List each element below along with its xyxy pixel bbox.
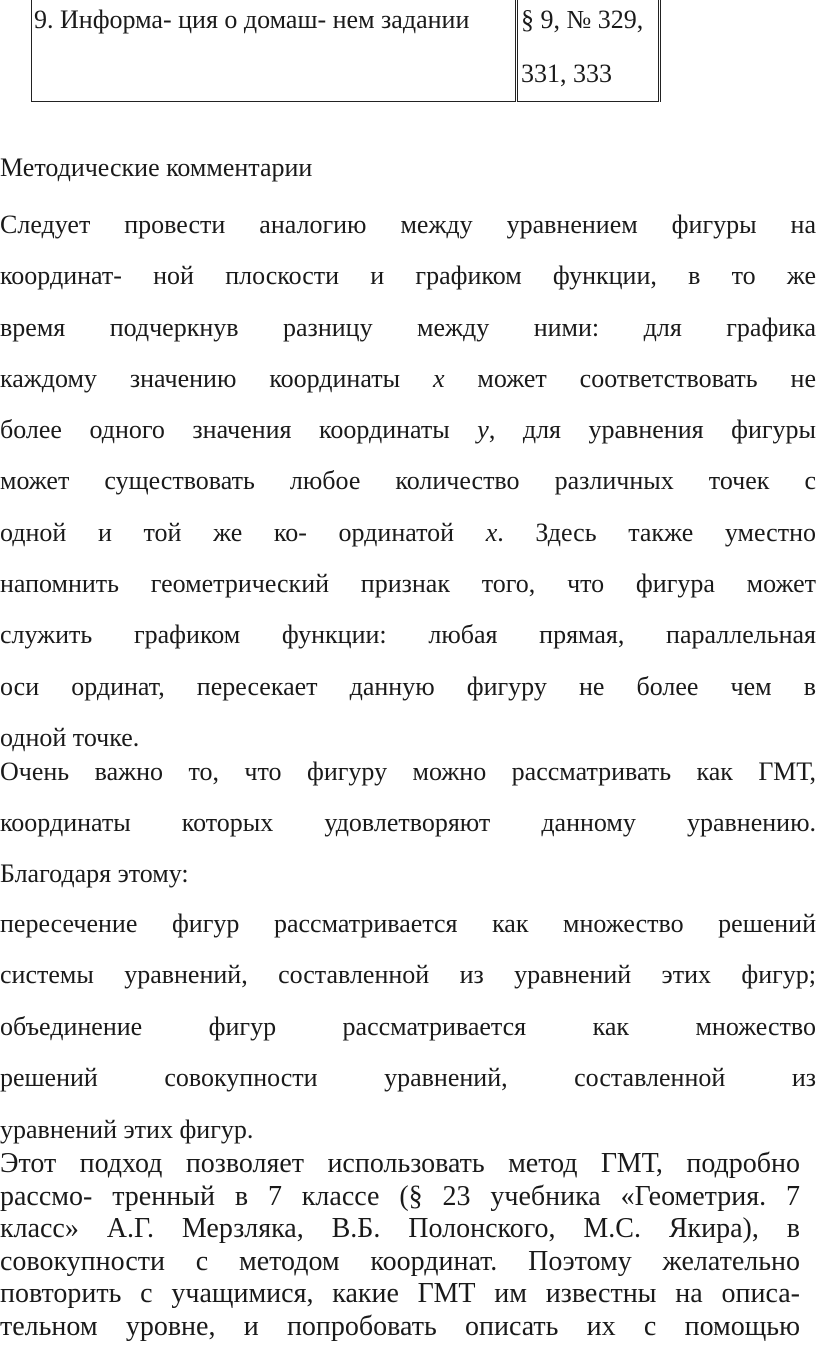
variable-x: x xyxy=(432,363,445,393)
text-line xyxy=(0,353,816,404)
text-line: Этот подход позволяет использовать метод ГМТ, подробно xyxy=(0,1148,800,1179)
paragraph-graph-vs-equation xyxy=(0,199,816,763)
text-line: Очень важно то, что фигуру можно рассматривать как ГМТ, xyxy=(0,757,816,786)
text-line: совокупности с методом координат. Поэтому желательно xyxy=(0,1245,800,1277)
text-line: пересечение фигур рассматривается как множество решений xyxy=(0,909,816,938)
section-heading: Методические комментарии xyxy=(0,153,313,182)
table-cell-value-line2: 331, 333 xyxy=(521,59,612,88)
text-line: класс» А.Г. Мерзляка, В.Б. Полонского, М.С. Якира), в xyxy=(0,1213,800,1244)
text-fragment: одной и той же ко- ординатой xyxy=(0,517,486,547)
text-line: координат- ной плоскости и графиком функции, в то же xyxy=(0,261,816,291)
text-line xyxy=(0,404,816,455)
text-line xyxy=(0,507,816,558)
text-line: одной точке. xyxy=(0,722,140,752)
text-fragment: каждому значению координаты xyxy=(0,363,433,393)
paragraph-gmt-method xyxy=(0,1148,816,1343)
text-line: решений совокупности уравнений, составленной из xyxy=(0,1063,816,1093)
text-line: повторить с учащимися, какие ГМТ им известны на описа- xyxy=(0,1278,800,1309)
table-cell-value-line1: § 9, № 329, xyxy=(521,5,644,34)
paragraph-gmt-coordinates xyxy=(0,746,816,899)
text-line: координаты которых удовлетворяют данному уравнению. xyxy=(0,808,816,837)
text-fragment: , для уравнения фигуры xyxy=(488,415,816,445)
text-fragment: может соответствовать не xyxy=(444,363,816,393)
text-line: системы уравнений, составленной из уравнений этих фигур; xyxy=(0,960,816,990)
text-fragment: . Здесь также уместно xyxy=(497,517,816,547)
text-line: Благодаря этому: xyxy=(0,859,189,888)
table-cell-label: 9. Информа- ция о домаш- нем задании xyxy=(32,0,517,102)
text-line: напомнить геометрический признак того, что фигура может xyxy=(0,569,816,599)
homework-table xyxy=(31,0,661,102)
variable-x: x xyxy=(485,517,498,547)
text-line: рассмо- тренный в 7 классе (§ 23 учебника «Геометрия. 7 xyxy=(0,1180,800,1212)
text-line: оси ординат, пересекает данную фигуру не более чем в xyxy=(0,671,816,701)
text-line: уравнений этих фигур. xyxy=(0,1114,254,1144)
variable-y: y xyxy=(477,415,489,445)
text-line: время подчеркнув разницу между ними: для графика xyxy=(0,312,816,342)
table-row xyxy=(32,0,660,102)
text-fragment: более одного значения координаты xyxy=(0,415,478,445)
table-cell-value xyxy=(517,0,660,102)
text-line: может существовать любое количество различных точек с xyxy=(0,466,816,496)
text-line: Следует провести аналогию между уравнением фигуры на xyxy=(0,210,816,239)
text-line: тельном уровне, и попробовать описать их с помощью xyxy=(0,1310,800,1342)
text-line: объединение фигур рассматривается как множество xyxy=(0,1011,816,1041)
paragraph-intersection-union xyxy=(0,898,816,1155)
text-line: служить графиком функции: любая прямая, параллельная xyxy=(0,620,816,650)
